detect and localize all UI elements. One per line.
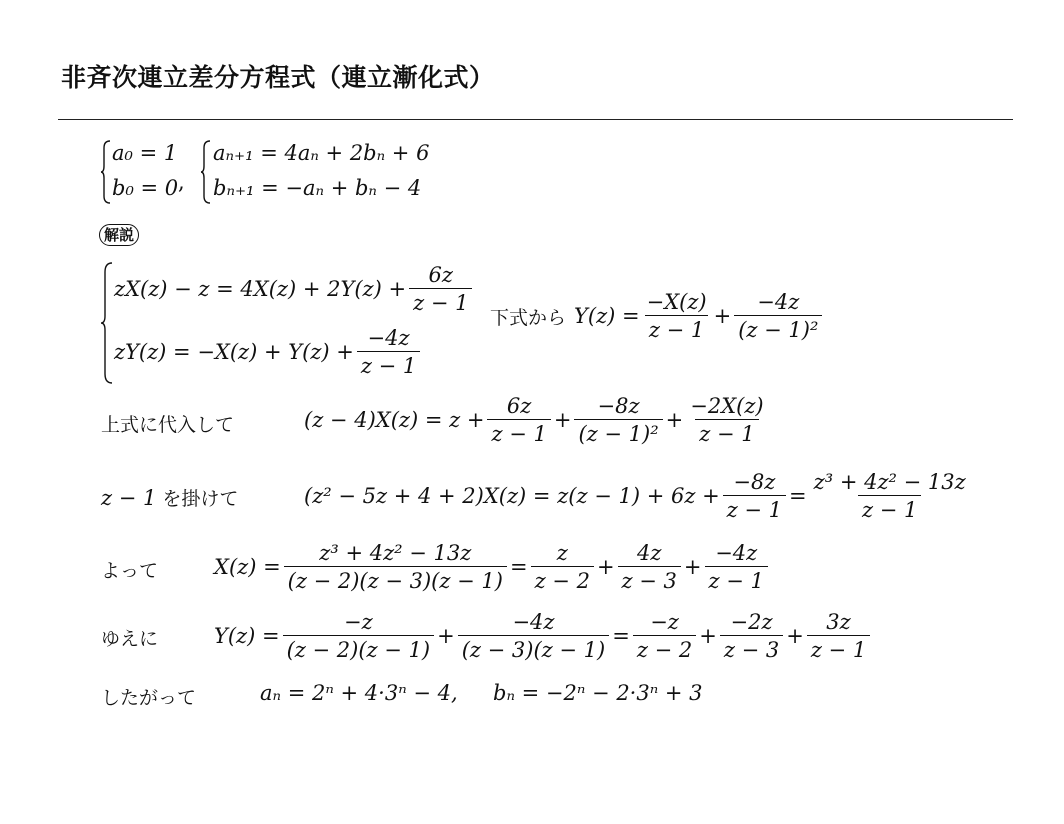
numerator: −X(z) [646,290,707,314]
plus-sign: + [786,624,804,649]
denominator: z − 3 [720,635,783,662]
denominator: (z − 1)² [734,315,822,342]
lower-lhs: Y(z) = [574,304,640,329]
x-fraction-3 [618,541,681,593]
denominator: z − 1 [409,288,472,315]
y-fraction-1 [283,610,435,662]
equals-sign: = [789,484,807,509]
lower-equation-result [490,290,825,342]
numerator: 6z [506,394,532,418]
init-a: a₀ = 1 [112,141,178,165]
numerator: −4z [367,326,410,350]
denominator: z − 1 [705,566,768,593]
equals-sign: = [612,624,630,649]
system-equation-1 [114,263,475,315]
eq1-lhs: zX(z) − z = 4X(z) + 2Y(z) + [114,277,407,302]
x-fraction-2 [531,541,594,593]
multiply-lhs: (z² − 5z + 4 + 2)X(z) = z(z − 1) + 6z + [304,484,720,509]
equals-sign: = [509,555,528,580]
y-fraction-3 [633,610,696,662]
numerator: −4z [512,610,555,634]
eq2-lhs: zY(z) = −X(z) + Y(z) + [114,340,354,365]
recurrence-a: aₙ₊₁ = 4aₙ + 2bₙ + 6 [213,141,430,165]
denominator: z − 1 [695,419,758,446]
numerator: −z [650,610,679,634]
numerator: 4z [637,541,662,565]
solution-a: aₙ = 2ⁿ + 4·3ⁿ − 4, [260,681,458,705]
numerator: −z [344,610,373,634]
multiply-fraction-1 [723,470,786,522]
numerator: 6z [428,263,453,287]
multiply-label [101,484,238,511]
lower-fraction-1 [643,290,711,342]
numerator: z³ + 4z² − 13z [813,470,966,494]
left-brace-icon [101,262,113,384]
therefore-x-equation [214,541,771,593]
problem-comma: , [178,170,185,194]
denominator: (z − 3)(z − 1) [458,635,610,662]
plus-sign: + [596,555,615,580]
system-equation-2 [114,326,423,378]
x-fraction-1 [284,541,507,593]
page-title: 非斉次連立差分方程式（連立漸化式） [61,63,495,92]
y-fraction-4 [720,610,783,662]
subst-fraction-3 [686,394,767,446]
numerator: −2z [730,610,773,634]
plus-sign: + [553,408,572,433]
denominator: (z − 2)(z − 1) [283,635,435,662]
conclusion-label: したがって [101,687,197,709]
init-b: b₀ = 0 [112,176,179,200]
numerator: z [556,541,568,565]
denominator: z − 1 [357,351,420,378]
subst-equation [304,394,771,446]
solution-b: bₙ = −2ⁿ − 2·3ⁿ + 3 [493,681,703,705]
numerator: −4z [715,541,758,565]
subst-fraction-2 [574,394,662,446]
subst-label: 上式に代入して [101,414,235,436]
subst-lhs: (z − 4)X(z) = z + [304,408,485,433]
x-fraction-4 [705,541,768,593]
denominator: z − 1 [645,315,708,342]
subst-fraction-1 [487,394,550,446]
therefore-y-label: ゆえに [101,628,159,650]
title-divider [58,119,1013,120]
therefore-y-equation [214,610,873,662]
numerator: z³ + 4z² − 13z [319,541,472,565]
x-lhs: X(z) = [214,555,281,580]
y-lhs: Y(z) = [214,624,280,649]
denominator: z − 3 [618,566,681,593]
denominator: z − 2 [633,635,696,662]
recurrence-b: bₙ₊₁ = −aₙ + bₙ − 4 [213,176,422,200]
plus-sign: + [665,408,684,433]
denominator: z − 1 [858,495,921,522]
multiply-label-text: を掛けて [162,488,239,510]
plus-sign: + [699,624,717,649]
numerator: −8z [597,394,640,418]
denominator: z − 1 [807,635,870,662]
therefore-x-label: よって [101,560,159,582]
denominator: (z − 1)² [574,419,662,446]
denominator: (z − 2)(z − 3)(z − 1) [284,566,507,593]
left-brace-icon [101,140,111,204]
lower-label: 下式から [490,306,567,329]
numerator: −2X(z) [690,394,764,418]
y-fraction-2 [458,610,610,662]
eq2-fraction [357,326,420,378]
multiply-fraction-2 [810,470,970,522]
plus-sign: + [683,555,702,580]
lower-fraction-2 [734,290,822,342]
multiply-label-math: z − 1 [101,485,157,510]
numerator: −8z [733,470,776,494]
y-fraction-5 [807,610,870,662]
plus-sign: + [713,304,732,329]
numerator: −4z [757,290,800,314]
denominator: z − 2 [531,566,594,593]
denominator: z − 1 [487,419,550,446]
denominator: z − 1 [723,495,786,522]
multiply-equation [304,470,973,522]
eq1-fraction [409,263,472,315]
plus-sign: + [437,624,455,649]
explanation-badge: 解説 [99,224,139,246]
left-brace-icon [201,140,211,204]
numerator: 3z [826,610,851,634]
